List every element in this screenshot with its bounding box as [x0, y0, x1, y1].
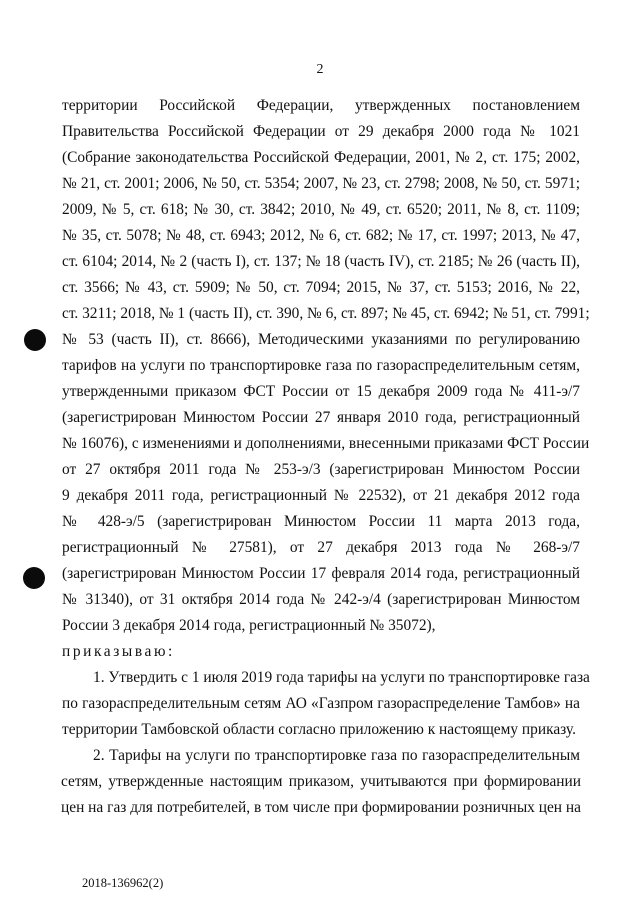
- page-number: 2: [316, 62, 324, 77]
- body-text-line: № 16076), с изменениями и дополнениями, внесенными приказами ФСТ России: [62, 435, 590, 452]
- body-text-line: ст. 6104; 2014, № 2 (часть I), ст. 137; № 18 (часть IV), ст. 2185; № 26 (часть II),: [62, 253, 580, 270]
- body-text-line: № 428-э/5 (зарегистрирован Минюстом России 11 марта 2013 года,: [62, 513, 580, 530]
- item-1-line: территории Тамбовской области согласно приложению к настоящему приказу.: [62, 721, 576, 738]
- body-text-line: (зарегистрирован Минюстом России 17 февраля 2014 года, регистрационный: [62, 565, 580, 582]
- binder-hole-mark: [24, 329, 46, 351]
- body-text-line: России 3 декабря 2014 года, регистрационный № 35072),: [62, 617, 436, 634]
- body-text-line: (зарегистрирован Минюстом России 27 января 2010 года, регистрационный: [62, 409, 580, 426]
- item-1-line: 1. Утвердить с 1 июля 2019 года тарифы на услуги по транспортировке газа: [93, 669, 590, 686]
- body-text-line: 9 декабря 2011 года, регистрационный № 22532), от 21 декабря 2012 года: [62, 487, 580, 504]
- body-text-line: регистрационный № 27581), от 27 декабря 2013 года № 268-э/7: [62, 539, 580, 556]
- body-text-line: от 27 октября 2011 года № 253-э/3 (зарегистрирован Минюстом России: [62, 461, 580, 478]
- body-text-line: № 53 (часть II), ст. 8666), Методическими указаниями по регулированию: [62, 331, 580, 348]
- body-text-line: № 35, ст. 5078; № 48, ст. 6943; 2012, № 6, ст. 682; № 17, ст. 1997; 2013, № 47,: [62, 227, 580, 244]
- body-text-line: № 21, ст. 2001; 2006, № 50, ст. 5354; 2007, № 23, ст. 2798; 2008, № 50, ст. 5971;: [62, 175, 580, 192]
- body-text-line: ст. 3211; 2018, № 1 (часть II), ст. 390, № 6, ст. 897; № 45, ст. 6942; № 51, ст. 7991;: [62, 305, 590, 322]
- body-text-line: ст. 3566; № 43, ст. 5909; № 50, ст. 7094; 2015, № 37, ст. 5153; 2016, № 22,: [62, 279, 580, 296]
- body-text-line: тарифов на услуги по транспортировке газа по газораспределительным сетям,: [62, 357, 580, 374]
- body-text-line: Правительства Российской Федерации от 29 декабря 2000 года № 1021: [62, 123, 580, 140]
- document-code: 2018-136962(2): [82, 876, 164, 890]
- item-2-line: 2. Тарифы на услуги по транспортировке газа по газораспределительным: [93, 747, 580, 764]
- body-text-line: утвержденными приказом ФСТ России от 15 декабря 2009 года № 411-э/7: [62, 383, 580, 400]
- item-2-line: сетям, утвержденные настоящим приказом, учитываются при формировании: [61, 773, 581, 790]
- item-1-line: по газораспределительным сетям АО «Газпром газораспределение Тамбов» на: [62, 695, 580, 712]
- body-text-line: территории Российской Федерации, утвержденных постановлением: [62, 97, 580, 114]
- prikaz-heading: приказываю:: [62, 643, 175, 660]
- item-2-line: цен на газ для потребителей, в том числе при формировании розничных цен на: [61, 799, 581, 816]
- binder-hole-mark: [23, 567, 45, 589]
- body-text-line: (Собрание законодательства Российской Федерации, 2001, № 2, ст. 175; 2002,: [62, 149, 580, 166]
- body-text-line: 2009, № 5, ст. 618; № 30, ст. 3842; 2010, № 49, ст. 6520; 2011, № 8, ст. 1109;: [62, 201, 580, 218]
- body-text-line: № 31340), от 31 октября 2014 года № 242-э/4 (зарегистрирован Минюстом: [62, 591, 580, 608]
